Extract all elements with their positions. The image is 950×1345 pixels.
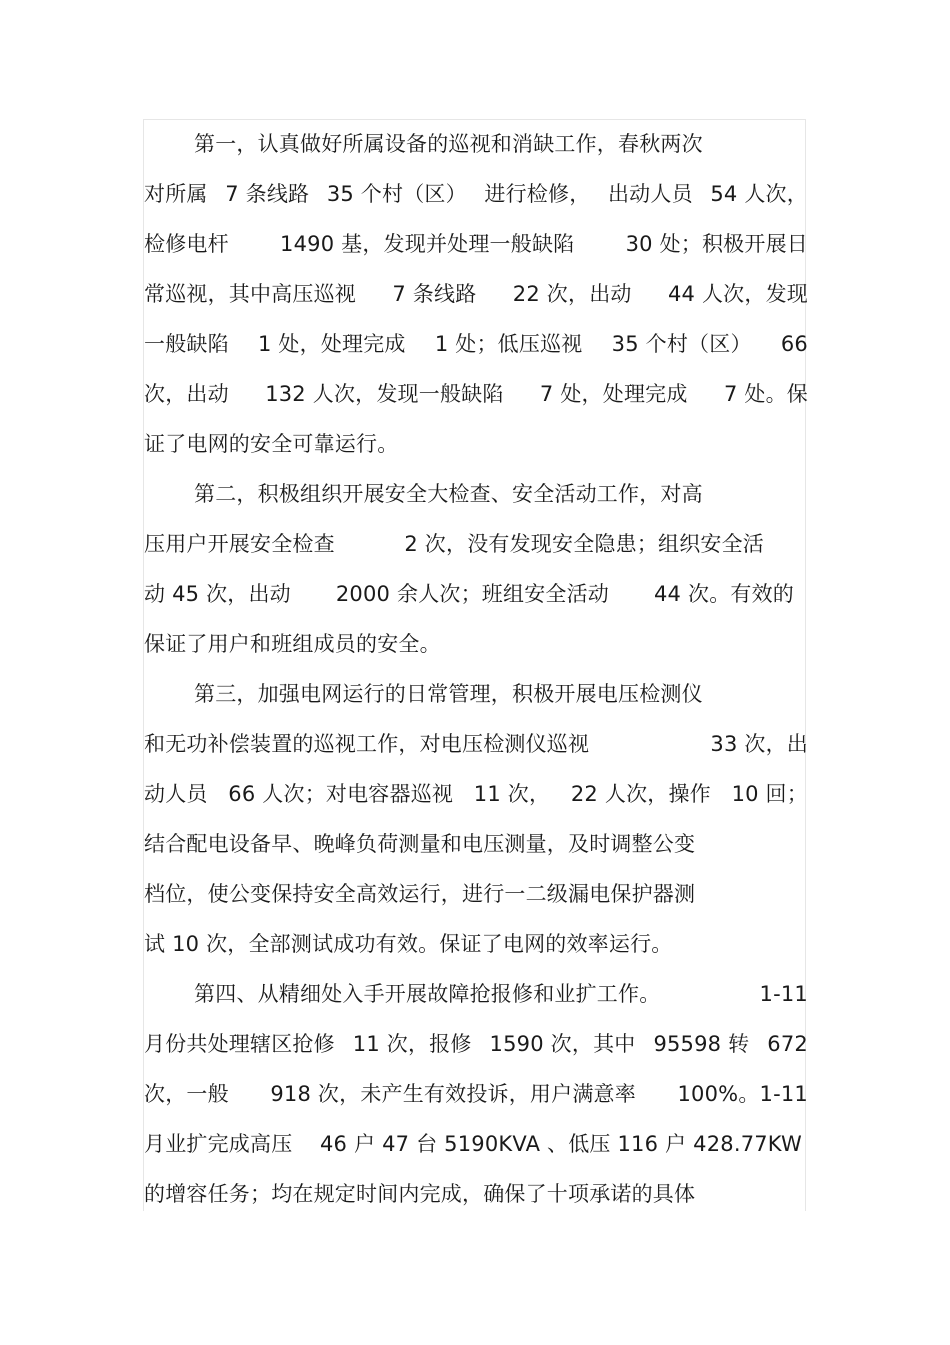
- text-segment: 7 条线路: [392, 282, 477, 306]
- paragraph-4-line-5: [144, 1169, 695, 1219]
- text-segment: 2 次，没有发现安全隐患；组织安全活: [404, 532, 764, 556]
- text-segment: 918 次，未产生有效投诉，用户满意率: [270, 1082, 636, 1106]
- paragraph-2-line-3: [144, 569, 794, 619]
- paragraph-1-line-3: [144, 219, 808, 269]
- text-segment: 54 人次，: [710, 182, 808, 206]
- text-segment: 66 人次；对电容器巡视: [228, 782, 454, 806]
- text-segment: 第四、从精细处入手开展故障抢报修和业扩工作。: [194, 982, 661, 1006]
- text-segment: 44 次。有效的: [654, 582, 794, 606]
- paragraph-3-line-5: [144, 869, 695, 919]
- paragraph-4-line-2: [144, 1019, 808, 1069]
- text-segment: 第二，积极组织开展安全大检查、安全活动工作，对高: [194, 482, 703, 506]
- text-segment: 1 处；低压巡视: [434, 332, 583, 356]
- text-segment: 第三，加强电网运行的日常管理，积极开展电压检测仪: [194, 682, 703, 706]
- text-segment: 30 处；积极开展日: [625, 232, 808, 256]
- text-segment: 对所属: [144, 182, 208, 206]
- text-segment: 检修电杆: [144, 232, 229, 256]
- text-segment: 95598 转: [653, 1032, 750, 1056]
- paragraph-3-line-4: [144, 819, 695, 869]
- text-segment: 第一，认真做好所属设备的巡视和消缺工作，春秋两次: [194, 132, 703, 156]
- text-segment: 66: [780, 332, 808, 356]
- text-segment: 一般缺陷: [144, 332, 229, 356]
- text-segment: 次，出动: [144, 382, 229, 406]
- text-segment: 月业扩完成高压: [144, 1132, 293, 1156]
- paragraph-2-line-4: [144, 619, 441, 669]
- text-segment: 1 处，处理完成: [258, 332, 406, 356]
- paragraph-2-line-1: [194, 469, 703, 519]
- text-segment: 压用户开展安全检查: [144, 532, 335, 556]
- text-segment: 试 10 次，全部测试成功有效。保证了电网的效率运行。: [144, 932, 673, 956]
- text-segment: 11 次，报修: [352, 1032, 472, 1056]
- text-segment: 672: [767, 1032, 808, 1056]
- text-segment: 进行检修，: [484, 182, 591, 206]
- text-segment: 月份共处理辖区抢修: [144, 1032, 335, 1056]
- text-segment: 1490 基，发现并处理一般缺陷: [280, 232, 575, 256]
- text-segment: 次，一般: [144, 1082, 229, 1106]
- text-segment: 1590 次，其中: [489, 1032, 636, 1056]
- paragraph-1-line-6: [144, 369, 808, 419]
- paragraph-4-line-3: [144, 1069, 808, 1119]
- text-segment: 132 人次，发现一般缺陷: [265, 382, 504, 406]
- text-segment: 10 回；: [731, 782, 808, 806]
- text-segment: 动 45 次，出动: [144, 582, 291, 606]
- text-segment: 22 次，出动: [512, 282, 632, 306]
- text-segment: 和无功补偿装置的巡视工作，对电压检测仪巡视: [144, 732, 590, 756]
- text-segment: 2000 余人次；班组安全活动: [335, 582, 609, 606]
- paragraph-3-line-2: [144, 719, 808, 769]
- paragraph-3-line-6: [144, 919, 672, 969]
- paragraph-3-line-1: [194, 669, 703, 719]
- text-segment: 35 个村（区）: [611, 332, 752, 356]
- text-segment: 出动人员: [607, 182, 693, 206]
- text-segment: 保证了用户和班组成员的安全。: [144, 632, 441, 656]
- text-segment: 7 处。保: [723, 382, 808, 406]
- text-segment: 的增容任务；均在规定时间内完成，确保了十项承诺的具体: [144, 1182, 696, 1206]
- text-segment: 动人员: [144, 782, 208, 806]
- text-segment: 7 条线路: [225, 182, 310, 206]
- text-segment: 33 次，出: [710, 732, 808, 756]
- text-segment: 44 人次，发现: [667, 282, 808, 306]
- text-segment: 35 个村（区）: [326, 182, 467, 206]
- text-segment: 46 户 47 台 5190KVA 、低压 116 户 428.77KW: [320, 1132, 802, 1156]
- text-segment: 常巡视，其中高压巡视: [144, 282, 356, 306]
- text-segment: 结合配电设备早、晚峰负荷测量和电压测量，及时调整公变: [144, 832, 696, 856]
- paragraph-4-line-1: [194, 969, 808, 1019]
- text-segment: 1-11: [759, 982, 808, 1006]
- paragraph-2-line-2: [144, 519, 764, 569]
- text-segment: 22 人次，操作: [570, 782, 711, 806]
- paragraph-1-line-1: [194, 119, 703, 169]
- text-segment: 7 处，处理完成: [539, 382, 688, 406]
- paragraph-3-line-3: [144, 769, 808, 819]
- text-segment: 证了电网的安全可靠运行。: [144, 432, 399, 456]
- paragraph-1-line-7: [144, 419, 398, 469]
- text-segment: 100%。1-11: [677, 1082, 808, 1106]
- paragraph-1-line-4: [144, 269, 808, 319]
- text-segment: 档位，使公变保持安全高效运行，进行一二级漏电保护器测: [144, 882, 696, 906]
- paragraph-1-line-2: [144, 169, 808, 219]
- paragraph-1-line-5: [144, 319, 808, 369]
- paragraph-4-line-4: [144, 1119, 802, 1169]
- text-segment: 11 次，: [473, 782, 551, 806]
